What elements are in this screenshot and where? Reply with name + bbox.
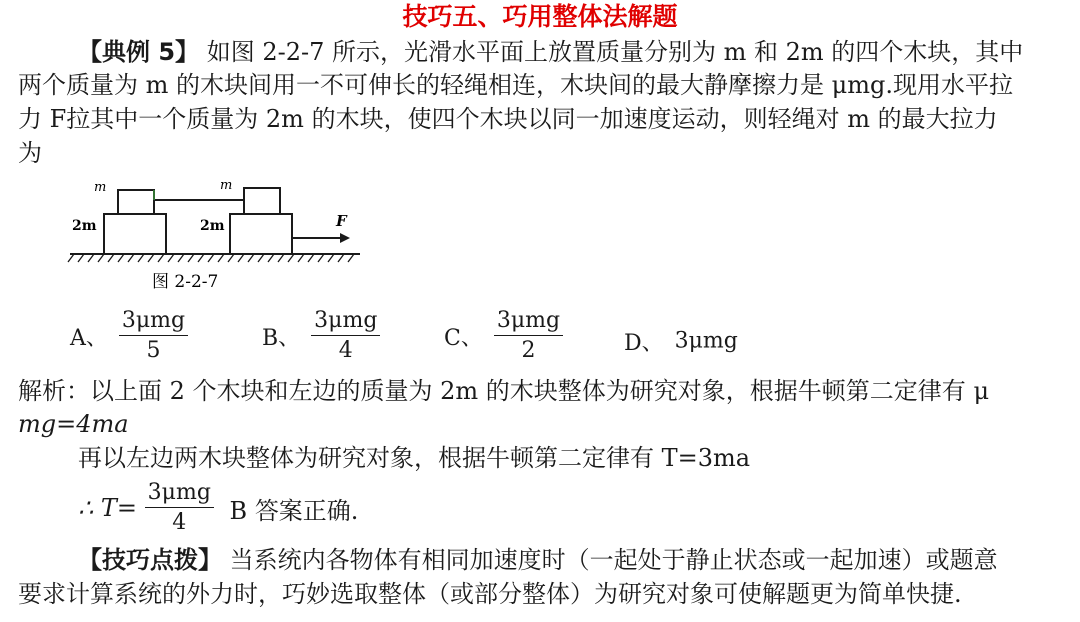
label-m-right: m (220, 178, 233, 193)
conclusion-denominator: 4 (172, 510, 187, 535)
conclusion-numerator: 3μmg (145, 482, 214, 508)
option-b-label: B、 (262, 325, 301, 351)
analysis-line-1: 解析：以上面 2 个木块和左边的质量为 2m 的木块整体为研究对象，根据牛顿第二定律有 μ (18, 377, 990, 405)
block-2m-right (230, 214, 292, 254)
block-m-left (118, 190, 154, 214)
section-title: 技巧五、巧用整体法解题 (402, 2, 678, 31)
option-d-text: 3μmg (674, 328, 738, 354)
option-a-numerator: 3μmg (119, 310, 188, 336)
example-label: 【典例 5】 (78, 38, 200, 66)
conclusion-prefix: ∴ T= (78, 494, 138, 522)
option-c-fraction (494, 310, 563, 362)
example-line-1 (78, 37, 1023, 67)
option-b-fraction (311, 310, 380, 362)
option-c[interactable] (444, 310, 563, 362)
analysis-line-3: 再以左边两木块整体为研究对象，根据牛顿第二定律有 T=3ma (78, 444, 751, 472)
option-b[interactable] (262, 310, 380, 362)
tip-text-1: 当系统内各物体有相同加速度时（一起处于静止状态或一起加速）或题意 (229, 546, 998, 574)
analysis-line-2: mg=4ma (18, 410, 129, 438)
option-c-denominator: 2 (521, 338, 536, 363)
option-c-label: C、 (444, 325, 483, 351)
block-m-right (244, 188, 280, 214)
option-d-label: D、 (624, 331, 664, 356)
figure-blocks (60, 176, 380, 298)
tip-line-2: 要求计算系统的外力时，巧妙选取整体（或部分整体）为研究对象可使解题更为简单快捷. (18, 580, 962, 608)
tip-line-1 (78, 545, 998, 575)
option-b-numerator: 3μmg (311, 310, 380, 336)
example-line-3: 力 F拉其中一个质量为 2m 的木块，使四个木块以同一加速度运动，则轻绳对 m 的最大拉力 (18, 105, 998, 133)
label-2m-left: 2m (72, 218, 97, 234)
example-line-4: 为 (18, 139, 42, 167)
option-a[interactable] (70, 310, 188, 362)
option-a-fraction (119, 310, 188, 362)
block-2m-left (104, 214, 166, 254)
option-b-denominator: 4 (338, 338, 353, 363)
conclusion-suffix: B 答案正确. (229, 496, 359, 525)
example-text-1: 如图 2-2-7 所示，光滑水平面上放置质量分别为 m 和 2m 的四个木块，其中 (206, 38, 1024, 66)
label-force: F (336, 212, 347, 230)
label-m-left: m (94, 180, 107, 195)
example-line-2: 两个质量为 m 的木块间用一不可伸长的轻绳相连，木块间的最大静摩擦力是 μmg.现用水平拉 (18, 71, 1013, 99)
conclusion-fraction (145, 482, 214, 534)
analysis-conclusion (78, 482, 358, 534)
option-a-label: A、 (70, 325, 108, 351)
force-arrowhead (340, 233, 350, 243)
option-a-denominator: 5 (146, 338, 161, 363)
label-2m-right: 2m (200, 218, 225, 234)
figure-caption: 图 2-2-7 (152, 272, 219, 292)
option-d[interactable] (624, 326, 738, 357)
ground-hatching (68, 254, 354, 262)
tip-label: 【技巧点拨】 (78, 546, 222, 574)
option-c-numerator: 3μmg (494, 310, 563, 336)
